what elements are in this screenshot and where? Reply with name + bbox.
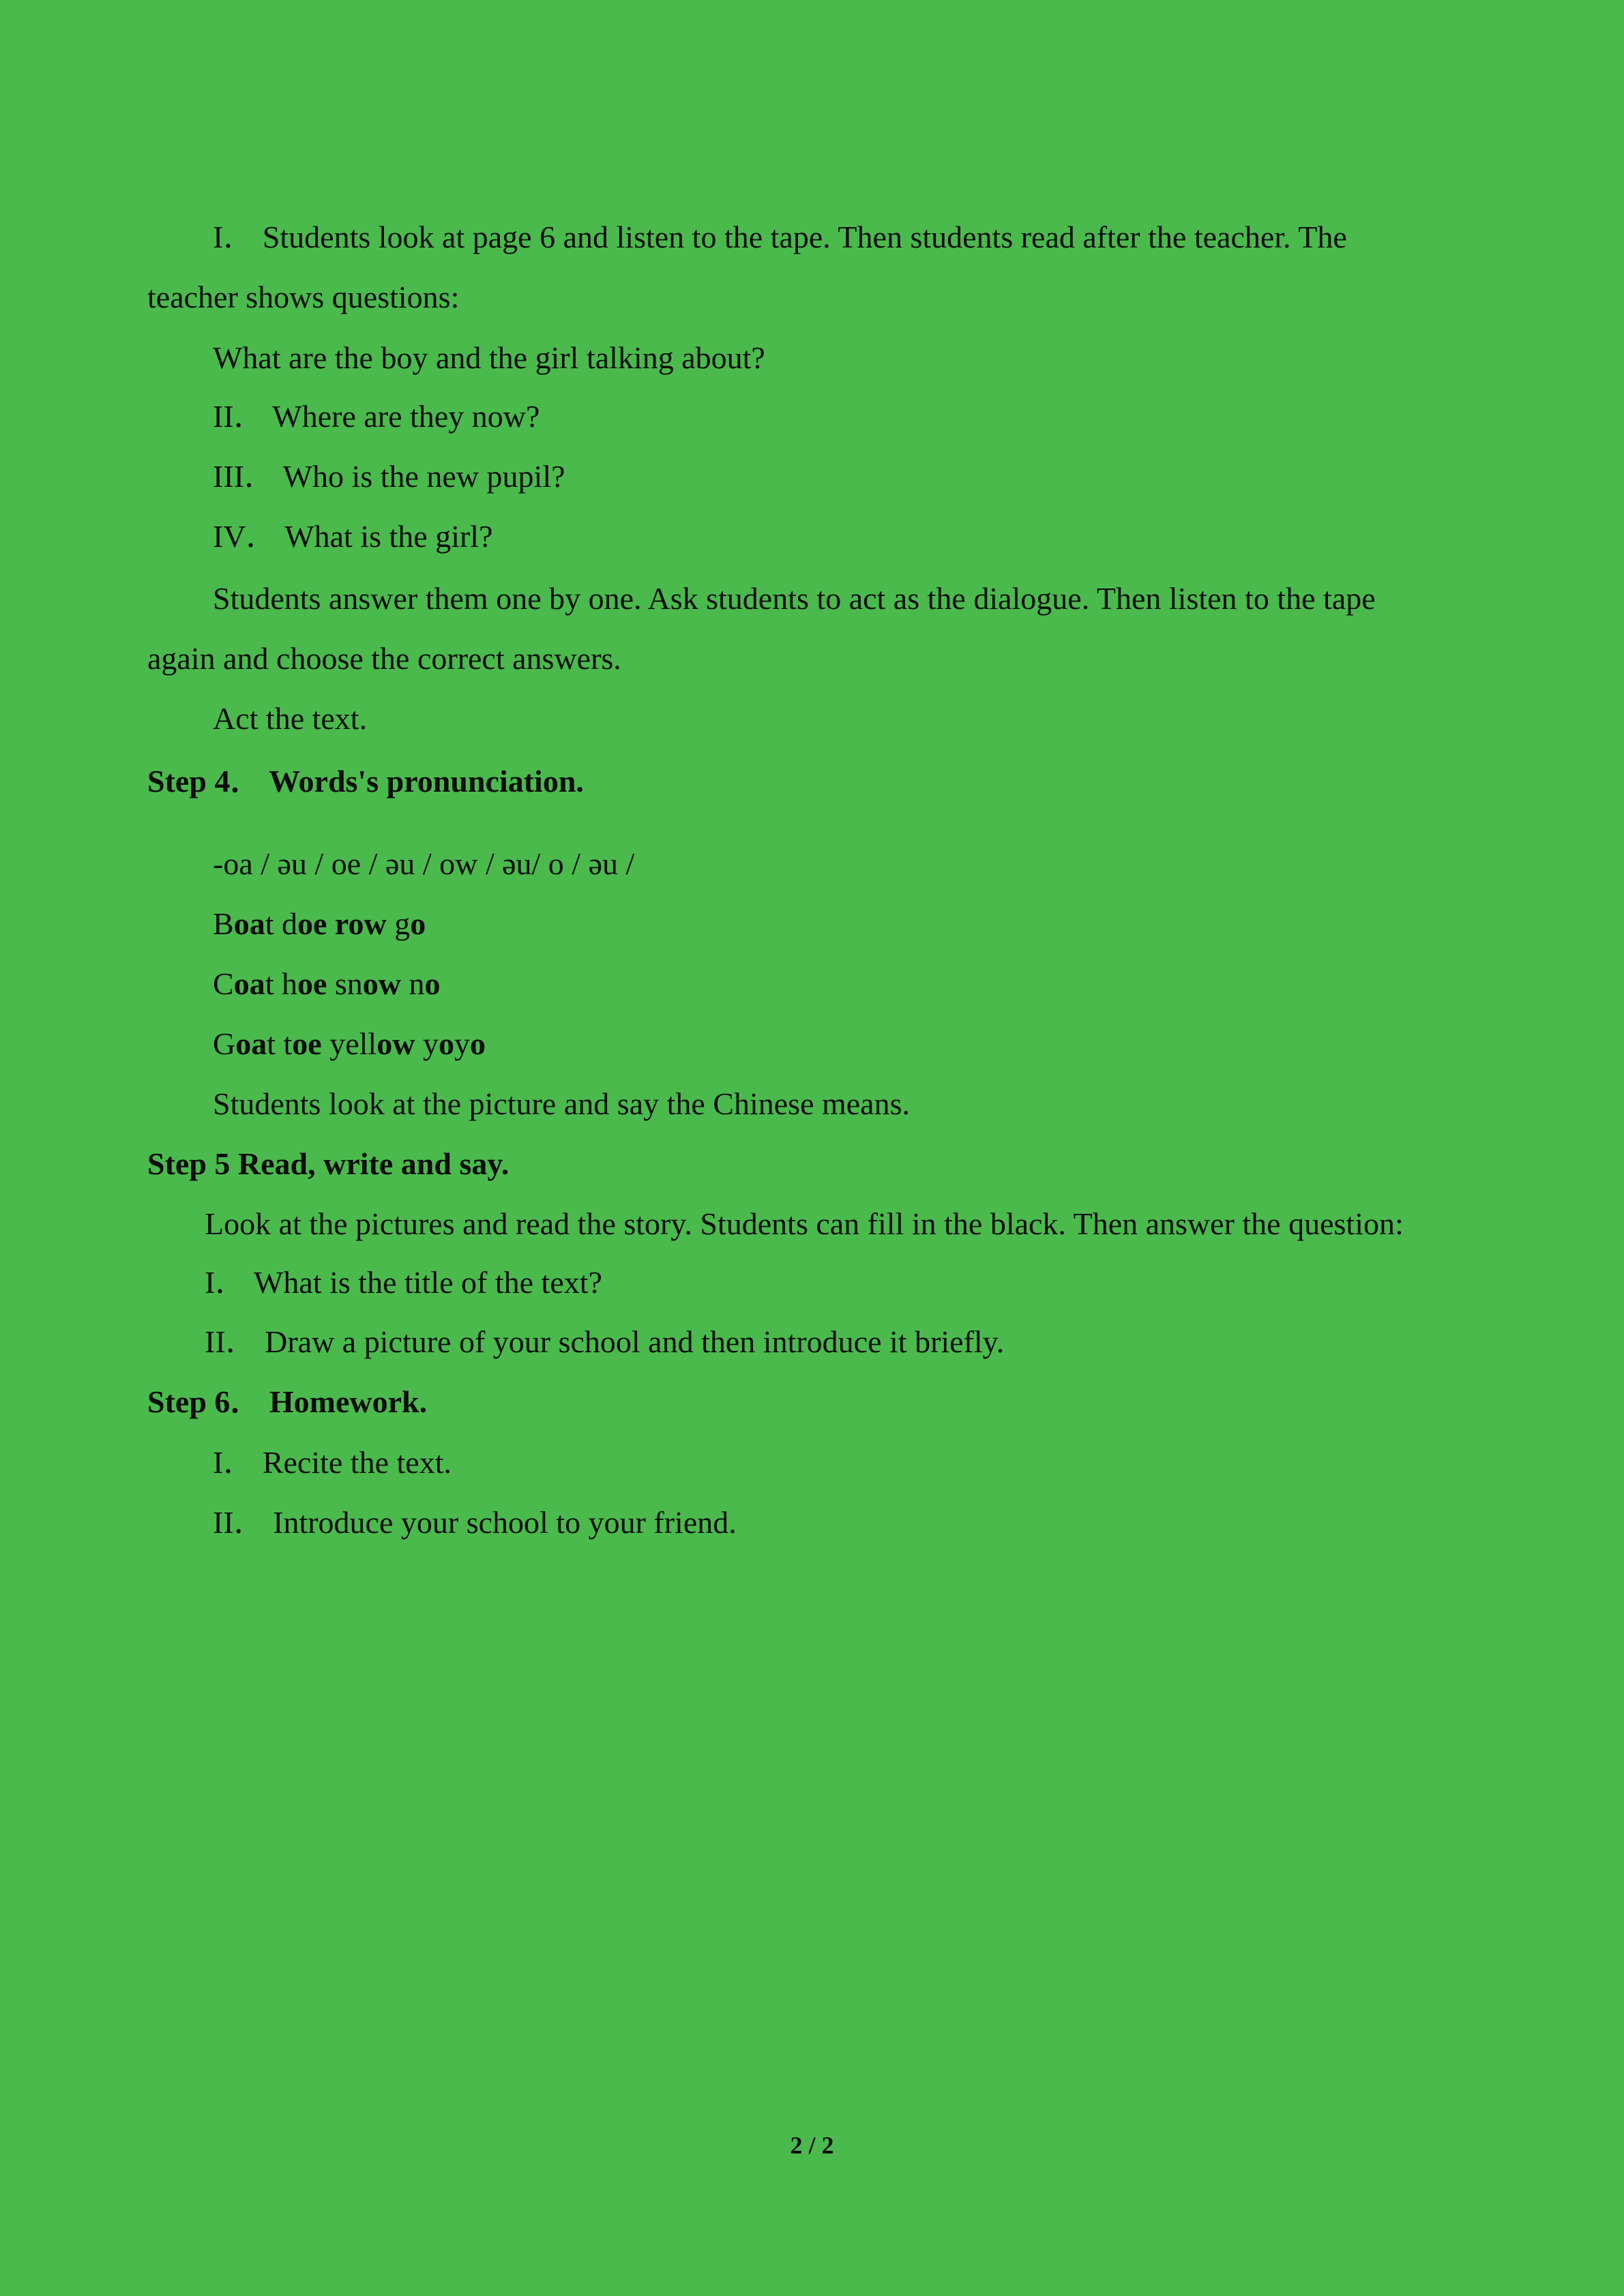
step6-item-2: II． Introduce your school to your friend. (213, 1505, 737, 1540)
plain-letters: n (401, 966, 425, 1001)
answer-line-1: Students answer them one by one. Ask students to act as the dialogue. Then listen to the tape (213, 581, 1376, 616)
page-number: 2 / 2 (790, 2132, 834, 2159)
plain-letters: yell (321, 1026, 377, 1061)
bold-letters: ow (362, 966, 402, 1001)
step6-heading: Step 6． Homework. (147, 1384, 428, 1419)
bold-letters: row (334, 906, 387, 941)
step4-heading: Step 4． Words's pronunciation. (147, 764, 584, 799)
step5-item-1: I． What is the title of the text? (205, 1265, 602, 1300)
bold-letters: oe (297, 906, 327, 941)
plain-letters: B (213, 906, 234, 941)
word-row-1 (213, 908, 426, 940)
bold-letters: oe (292, 1026, 322, 1061)
plain-letters: t t (267, 1026, 293, 1061)
bold-letters: oa (233, 966, 265, 1001)
question-2: II． Where are they now? (213, 399, 540, 434)
act-line: Act the text. (213, 701, 368, 736)
word-row-3 (213, 1028, 486, 1060)
plain-letters: y (454, 1026, 470, 1061)
plain-letters: t h (265, 966, 297, 1001)
phonics-line: -oa / əu / oe / əu / ow / əu/ o / əu / (213, 846, 635, 881)
answer-line-2: again and choose the correct answers. (147, 641, 621, 676)
word-row-2 (213, 968, 441, 1000)
plain-letters: sn (327, 966, 363, 1001)
plain-letters: g (386, 906, 411, 941)
bold-letters: o (469, 1026, 486, 1061)
intro-line-2: teacher shows questions: (147, 280, 460, 314)
step5-heading: Step 5 Read, write and say. (147, 1146, 510, 1181)
bold-letters: o (410, 906, 426, 941)
bold-letters: oa (235, 1026, 267, 1061)
plain-letters (327, 906, 335, 941)
bold-letters: oe (297, 966, 327, 1001)
question-1: What are the boy and the girl talking about? (213, 340, 765, 375)
bold-letters: o (438, 1026, 454, 1061)
bold-letters: ow (377, 1026, 415, 1061)
step5-item-2: II． Draw a picture of your school and then introduce it briefly. (205, 1324, 1005, 1359)
bold-letters: oa (233, 906, 265, 941)
plain-letters: y (415, 1026, 439, 1061)
step5-instruction: Look at the pictures and read the story. Students can fill in the black. Then answer the question: (205, 1206, 1404, 1241)
question-4: IV． What is the girl? (213, 519, 493, 554)
bold-letters: o (424, 966, 441, 1001)
question-3: III． Who is the new pupil? (213, 459, 565, 494)
picture-line: Students look at the picture and say the Chinese means. (213, 1086, 910, 1121)
plain-letters: C (213, 966, 234, 1001)
intro-line-1: I． Students look at page 6 and listen to the tape. Then students read after the teacher. The (213, 220, 1347, 254)
plain-letters: G (213, 1026, 236, 1061)
step6-item-1: I． Recite the text. (213, 1445, 452, 1480)
plain-letters: t d (265, 906, 297, 941)
